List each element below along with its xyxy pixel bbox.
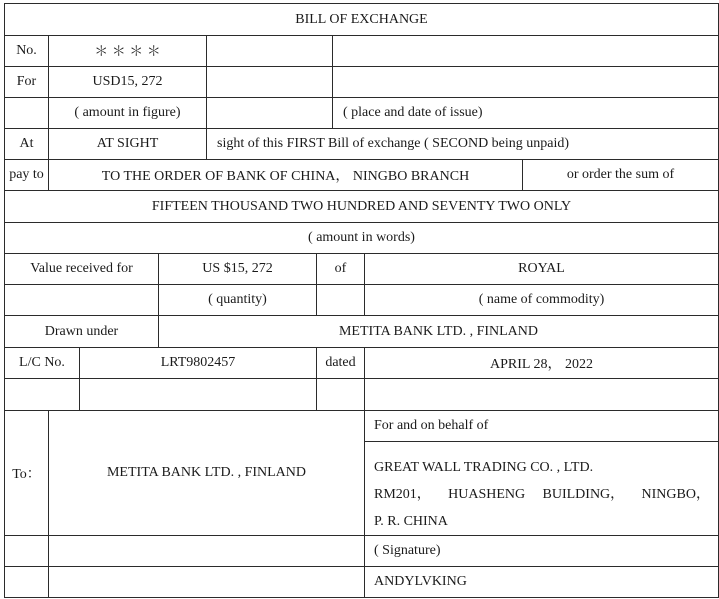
to-label: To： xyxy=(4,410,48,535)
drawn-under-label: Drawn under xyxy=(4,315,158,347)
of-label: of xyxy=(316,253,364,284)
empty-cell xyxy=(332,66,718,97)
issuing-bank-value: METITA BANK LTD. , FINLAND xyxy=(158,315,718,347)
form-title: BILL OF EXCHANGE xyxy=(4,3,718,35)
on-behalf-text: For and on behalf of xyxy=(364,410,718,441)
no-value: ＊ ＊ ＊ ＊ xyxy=(48,35,206,66)
commodity-caption: ( name of commodity) xyxy=(364,284,718,315)
empty-cell xyxy=(364,378,718,410)
table-border xyxy=(4,597,719,598)
empty-cell xyxy=(4,535,48,566)
amount-figure-caption: ( amount in figure) xyxy=(48,97,206,128)
empty-cell xyxy=(206,97,332,128)
amount-words-value: FIFTEEN THOUSAND TWO HUNDRED AND SEVENTY TWO ONLY xyxy=(4,190,718,222)
no-label: No. xyxy=(4,35,48,66)
dated-label: dated xyxy=(316,347,364,378)
empty-cell xyxy=(48,566,364,597)
drawee-value: METITA BANK LTD. , FINLAND xyxy=(48,410,364,535)
empty-cell xyxy=(48,535,364,566)
address-word: HUASHENG xyxy=(448,487,526,502)
amount-words-caption: ( amount in words) xyxy=(4,222,718,253)
lc-date-value: APRIL 28， 2022 xyxy=(364,347,718,378)
drawer-country: P. R. CHINA xyxy=(374,514,448,529)
for-label: For xyxy=(4,66,48,97)
sight-clause: sight of this FIRST Bill of exchange ( SECOND being unpaid) xyxy=(206,128,718,159)
lc-no-label: L/C No. xyxy=(4,347,79,378)
empty-cell xyxy=(316,378,364,410)
drawer-company: GREAT WALL TRADING CO. , LTD. xyxy=(374,460,594,475)
tenor-value: AT SIGHT xyxy=(48,128,206,159)
signature-caption: ( Signature) xyxy=(364,535,718,566)
payee-value: TO THE ORDER OF BANK OF CHINA， NINGBO BRANCH xyxy=(48,159,522,190)
drawer-address-block xyxy=(364,441,718,535)
empty-cell xyxy=(4,284,158,315)
empty-cell xyxy=(316,284,364,315)
place-date-caption: ( place and date of issue) xyxy=(332,97,718,128)
order-sum-text: or order the sum of xyxy=(522,159,718,190)
quantity-value: US $15, 272 xyxy=(158,253,316,284)
pay-to-label: pay to xyxy=(4,159,48,190)
lc-no-value: LRT9802457 xyxy=(79,347,316,378)
empty-cell xyxy=(4,97,48,128)
empty-cell xyxy=(206,35,332,66)
address-word: BUILDING， xyxy=(542,487,625,502)
at-label: At xyxy=(4,128,48,159)
address-word: RM201， xyxy=(374,487,431,502)
empty-cell xyxy=(4,378,79,410)
signature-value: ANDYLVKING xyxy=(364,566,718,597)
value-received-label: Value received for xyxy=(4,253,158,284)
empty-cell xyxy=(332,35,718,66)
empty-cell xyxy=(206,66,332,97)
quantity-caption: ( quantity) xyxy=(158,284,316,315)
commodity-value: ROYAL xyxy=(364,253,718,284)
empty-cell xyxy=(79,378,316,410)
address-word: NINGBO， xyxy=(641,487,710,502)
drawer-address-line xyxy=(374,481,710,508)
empty-cell xyxy=(4,566,48,597)
amount-figure-value: USD15, 272 xyxy=(48,66,206,97)
